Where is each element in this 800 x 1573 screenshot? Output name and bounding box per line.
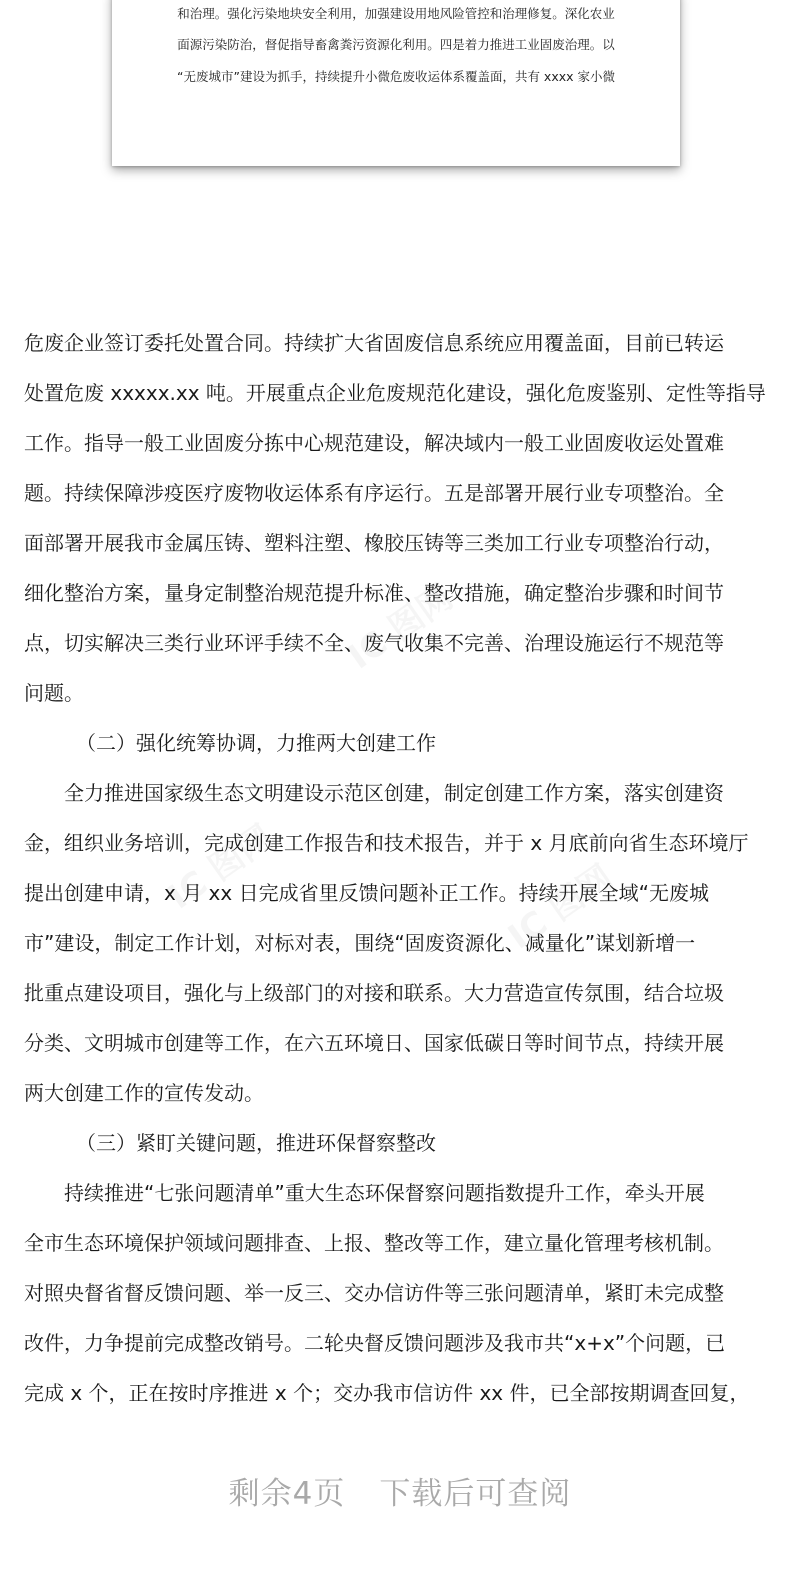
paragraph-line: 市”建设，制定工作计划，对标对表，围绕“固废资源化、减量化”谋划新增一 — [24, 931, 696, 955]
watermark-graphic: IC 图网 — [501, 857, 621, 958]
paragraph-line: 全市生态环境保护领域问题排查、上报、整改等工作，建立量化管理考核机制。 — [24, 1231, 724, 1255]
paragraph-line: 持续推进“七张问题清单”重大生态环保督察问题指数提升工作，牵头开展 — [64, 1181, 705, 1205]
paragraph-line: 点，切实解决三类行业环评手续不全、废气收集不完善、治理设施运行不规范等 — [24, 631, 724, 655]
section-heading: （二）强化统筹协调，力推两大创建工作 — [76, 731, 436, 755]
paragraph-line: 危废企业签订委托处置合同。持续扩大省固废信息系统应用覆盖面，目前已转运 — [24, 331, 724, 355]
paragraph-line: 面部署开展我市金属压铸、塑料注塑、橡胶压铸等三类加工行业专项整治行动， — [24, 531, 724, 555]
paragraph-line: 金，组织业务培训，完成创建工作报告和技术报告，并于 x 月底前向省生态环境厅 — [24, 831, 749, 855]
paragraph-line: 对照央督省督反馈问题、举一反三、交办信访件等三张问题清单，紧盯未完成整 — [24, 1281, 724, 1305]
preview-page-card — [112, 0, 680, 166]
paragraph-line: 全力推进国家级生态文明建设示范区创建，制定创建工作方案，落实创建资 — [64, 781, 724, 805]
paragraph-line: 处置危废 xxxxx.xx 吨。开展重点企业危废规范化建设，强化危废鉴别、定性等指导 — [24, 381, 766, 405]
watermark-graphic: IC 图网 — [161, 817, 281, 918]
paragraph-line: 完成 x 个，正在按时序推进 x 个；交办我市信访件 xx 件，已全部按期调查回复， — [24, 1381, 750, 1405]
preview-line: 和治理。强化污染地块安全利用，加强建设用地风险管控和治理修复。深化农业 — [177, 6, 615, 21]
remaining-pages-label: 剩余4页 — [228, 1476, 346, 1512]
paragraph-line: 问题。 — [24, 681, 84, 705]
download-hint-label: 下载后可查阅 — [379, 1476, 572, 1512]
paragraph-line: 批重点建设项目，强化与上级部门的对接和联系。大力营造宣传氛围，结合垃圾 — [24, 981, 724, 1005]
remaining-pages-notice[interactable] — [0, 1468, 800, 1513]
paragraph-line: 分类、文明城市创建等工作，在六五环境日、国家低碳日等时间节点，持续开展 — [24, 1031, 724, 1055]
preview-line: 面源污染防治，督促指导畜禽粪污资源化利用。四是着力推进工业固废治理。以 — [177, 37, 615, 52]
paragraph-line: 两大创建工作的宣传发动。 — [24, 1081, 264, 1105]
paragraph-line: 工作。指导一般工业固废分拣中心规范建设，解决域内一般工业固废收运处置难 — [24, 431, 724, 455]
paragraph-line: 细化整治方案，量身定制整治规范提升标准、整改措施，确定整治步骤和时间节 — [24, 581, 724, 605]
watermark-graphic: IC 图网 — [341, 577, 461, 678]
paragraph-line: 题。持续保障涉疫医疗废物收运体系有序运行。五是部署开展行业专项整治。全 — [24, 481, 724, 505]
article-body — [24, 318, 780, 1418]
preview-line: “无废城市”建设为抓手，持续提升小微危废收运体系覆盖面，共有 xxxx 家小微 — [177, 69, 615, 84]
paragraph-line: 改件，力争提前完成整改销号。二轮央督反馈问题涉及我市共“x+x”个问题，已 — [24, 1331, 726, 1355]
section-heading: （三）紧盯关键问题，推进环保督察整改 — [76, 1131, 436, 1155]
paragraph-line: 提出创建申请，x 月 xx 日完成省里反馈问题补正工作。持续开展全域“无废城 — [24, 881, 709, 905]
